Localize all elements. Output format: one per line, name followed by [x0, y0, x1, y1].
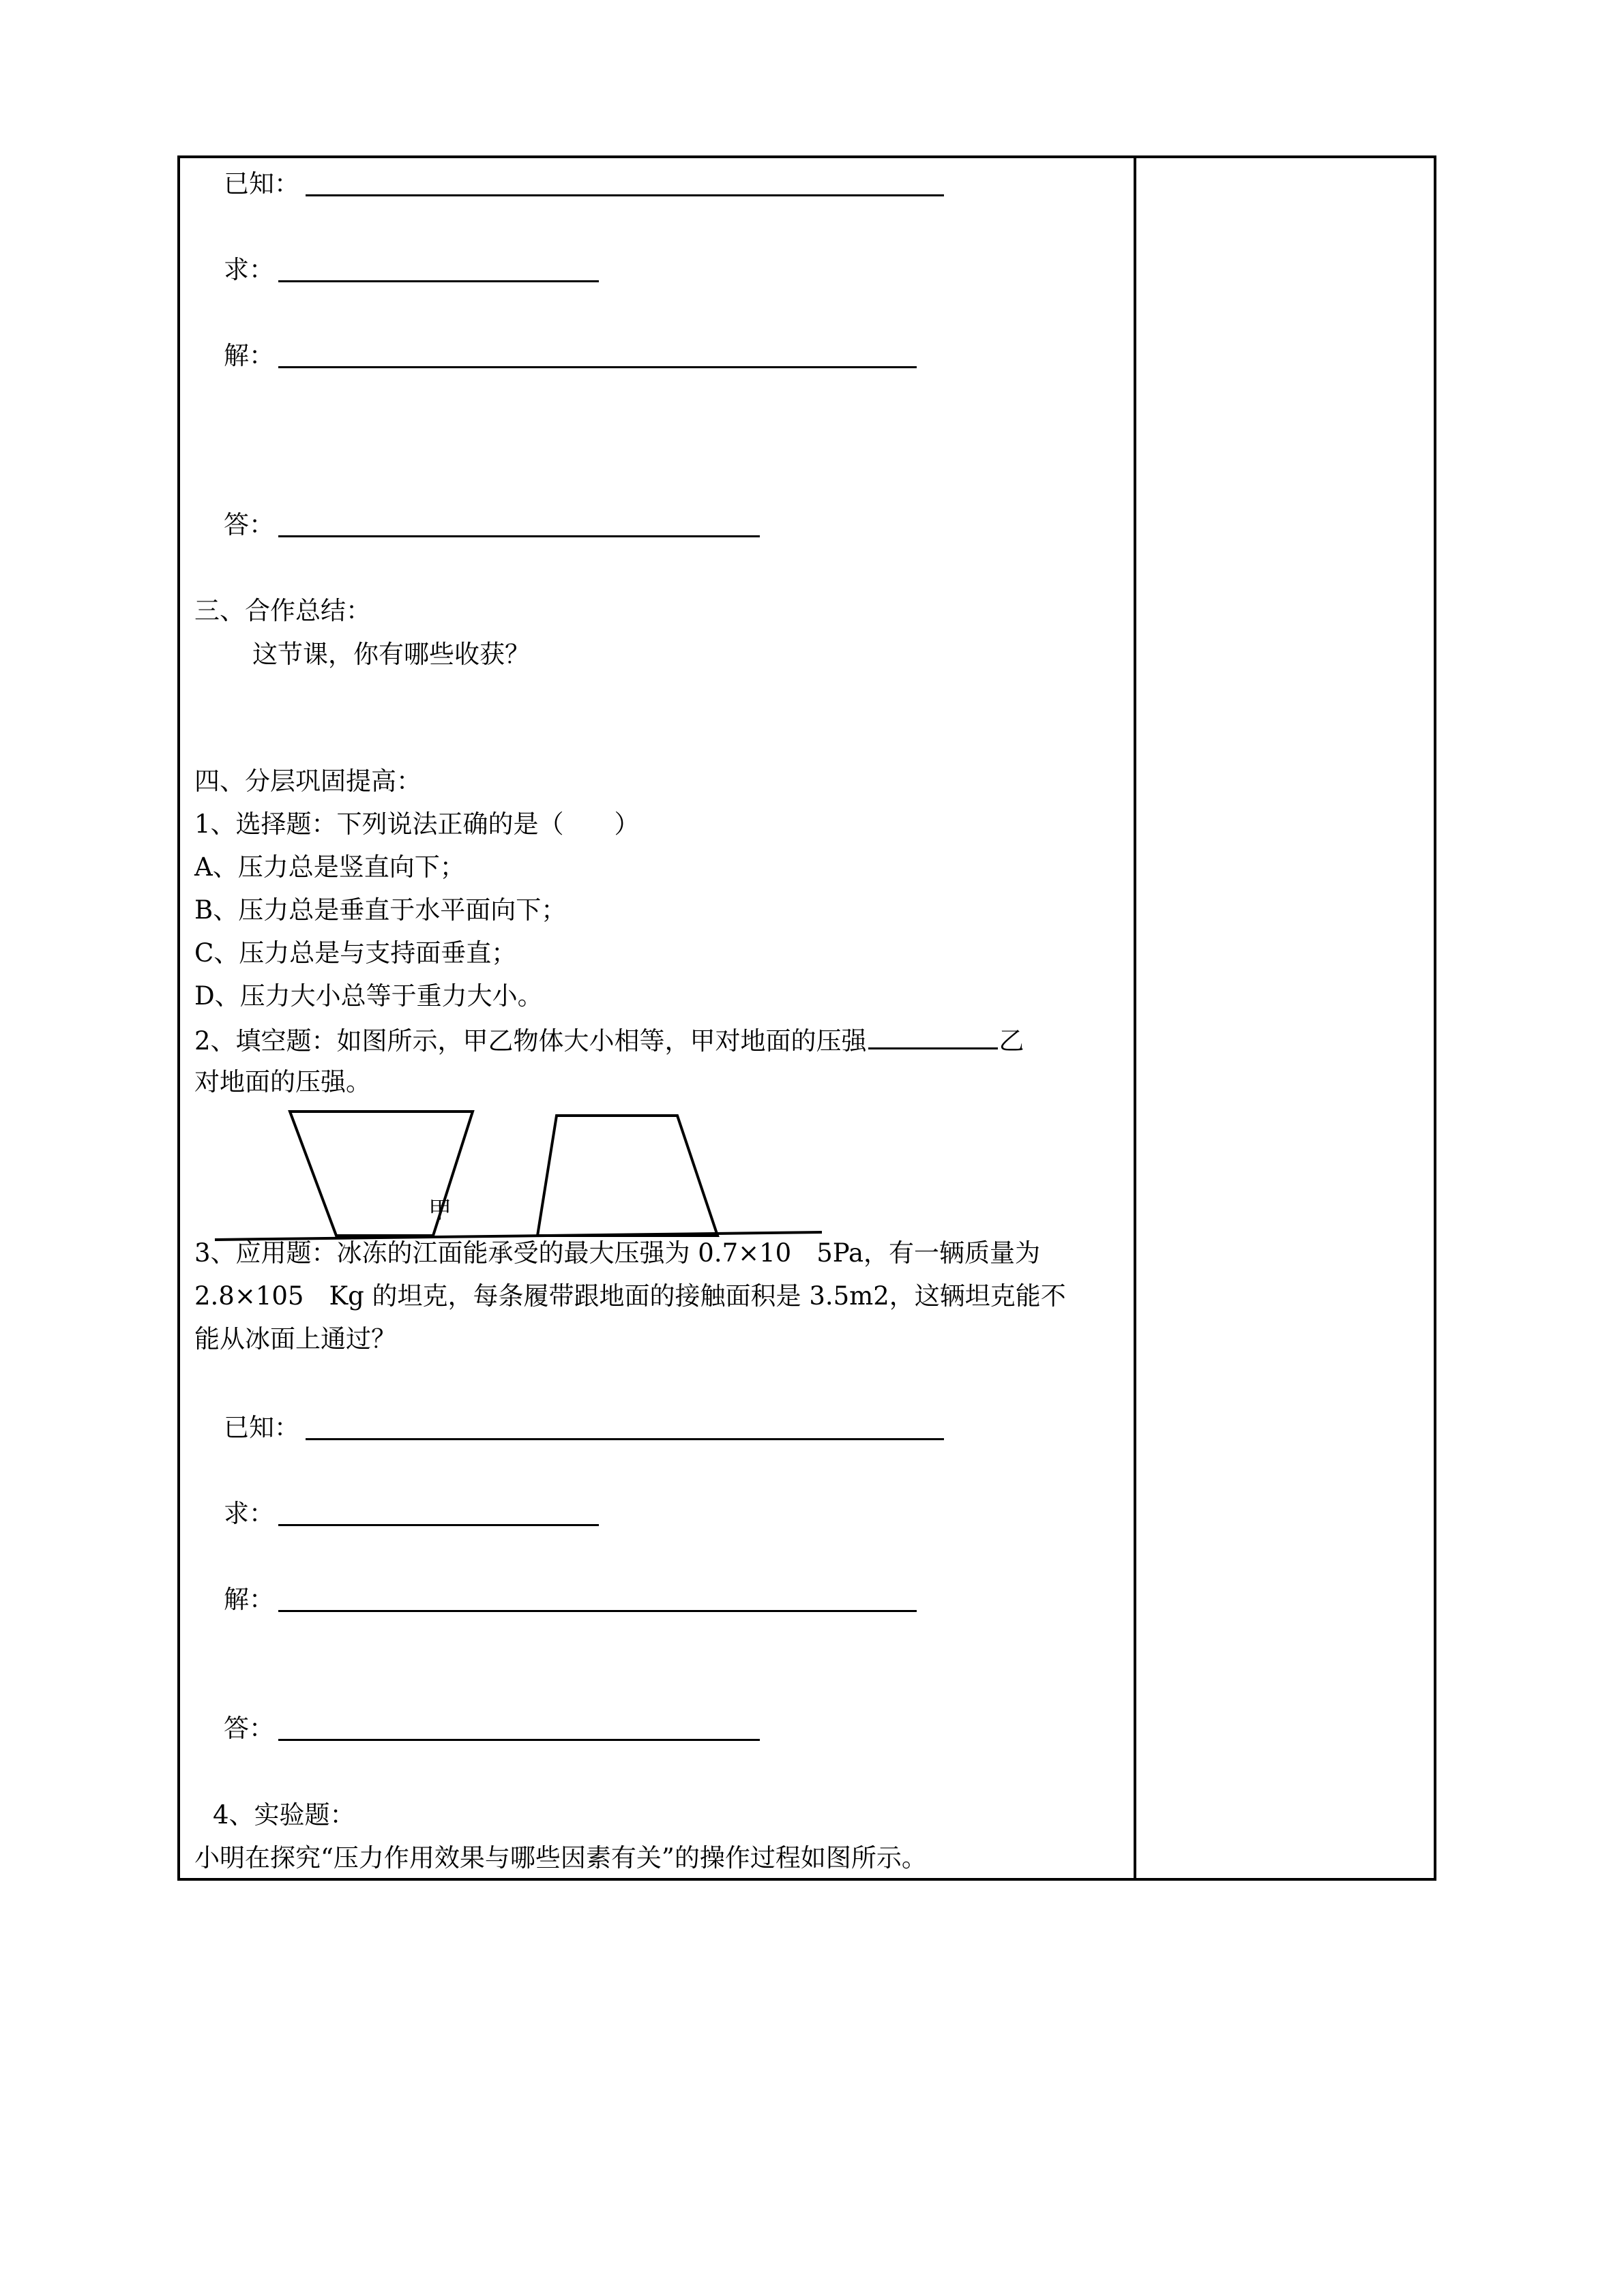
q3-line3: 能从冰面上通过？: [194, 1324, 396, 1354]
solve-blank-2[interactable]: [278, 1610, 917, 1612]
solve-label-1: 解：: [224, 341, 274, 370]
known-blank-1[interactable]: [306, 194, 944, 196]
find-blank-2[interactable]: [278, 1524, 599, 1526]
find-label-1: 求：: [224, 255, 274, 284]
known-blank-2[interactable]: [306, 1438, 944, 1440]
q2-stem-line2: 对地面的压强。: [194, 1067, 371, 1097]
q1-option-a[interactable]: A、压力总是竖直向下；: [194, 852, 465, 882]
find-label-2: 求：: [224, 1499, 274, 1528]
q4-text: 小明在探究“压力作用效果与哪些因素有关”的操作过程如图所示。: [194, 1843, 927, 1873]
table-column-divider: [1134, 155, 1136, 1881]
answer-blank-2[interactable]: [278, 1739, 760, 1741]
q2-stem-line1: [194, 1024, 1024, 1056]
q1-stem: 1、选择题：下列说法正确的是（ ）: [194, 809, 640, 839]
section3-prompt: 这节课，你有哪些收获？: [252, 640, 530, 669]
answer-label-1: 答：: [224, 510, 274, 539]
solve-blank-1[interactable]: [278, 366, 917, 368]
q1-option-d[interactable]: D、压力大小总等于重力大小。: [194, 981, 543, 1011]
answer-blank-1[interactable]: [278, 535, 760, 537]
q1-option-c[interactable]: C、压力总是与支持面垂直；: [194, 938, 517, 968]
q2-stem-after: 乙: [999, 1026, 1024, 1056]
worksheet-table: [177, 155, 1436, 1881]
q3-line2: 2.8×105 Kg 的坦克，每条履带跟地面的接触面积是 3.5m2，这辆坦克能不: [194, 1281, 1066, 1311]
answer-label-2: 答：: [224, 1714, 274, 1743]
solve-label-2: 解：: [224, 1585, 274, 1614]
q2-figure: [205, 1091, 859, 1255]
q2-fill-blank[interactable]: [868, 1024, 998, 1049]
q3-line1: 3、应用题：冰冻的江面能承受的最大压强为 0.7×10 5Pa，有一辆质量为: [194, 1238, 1041, 1268]
section4-heading: 四、分层巩固提高：: [194, 766, 422, 796]
known-label-1: 已知：: [224, 169, 299, 198]
section3-heading: 三、合作总结：: [194, 596, 371, 625]
q2-stem-before: 2、填空题：如图所示，甲乙物体大小相等，甲对地面的压强: [194, 1026, 867, 1056]
find-blank-1[interactable]: [278, 280, 599, 282]
object-jia-label: 甲: [428, 1197, 452, 1224]
q4-heading: 4、实验题：: [213, 1800, 355, 1830]
object-yi-shape: [537, 1116, 718, 1236]
known-label-2: 已知：: [224, 1413, 299, 1442]
q1-option-b[interactable]: B、压力总是垂直于水平面向下；: [194, 895, 567, 925]
